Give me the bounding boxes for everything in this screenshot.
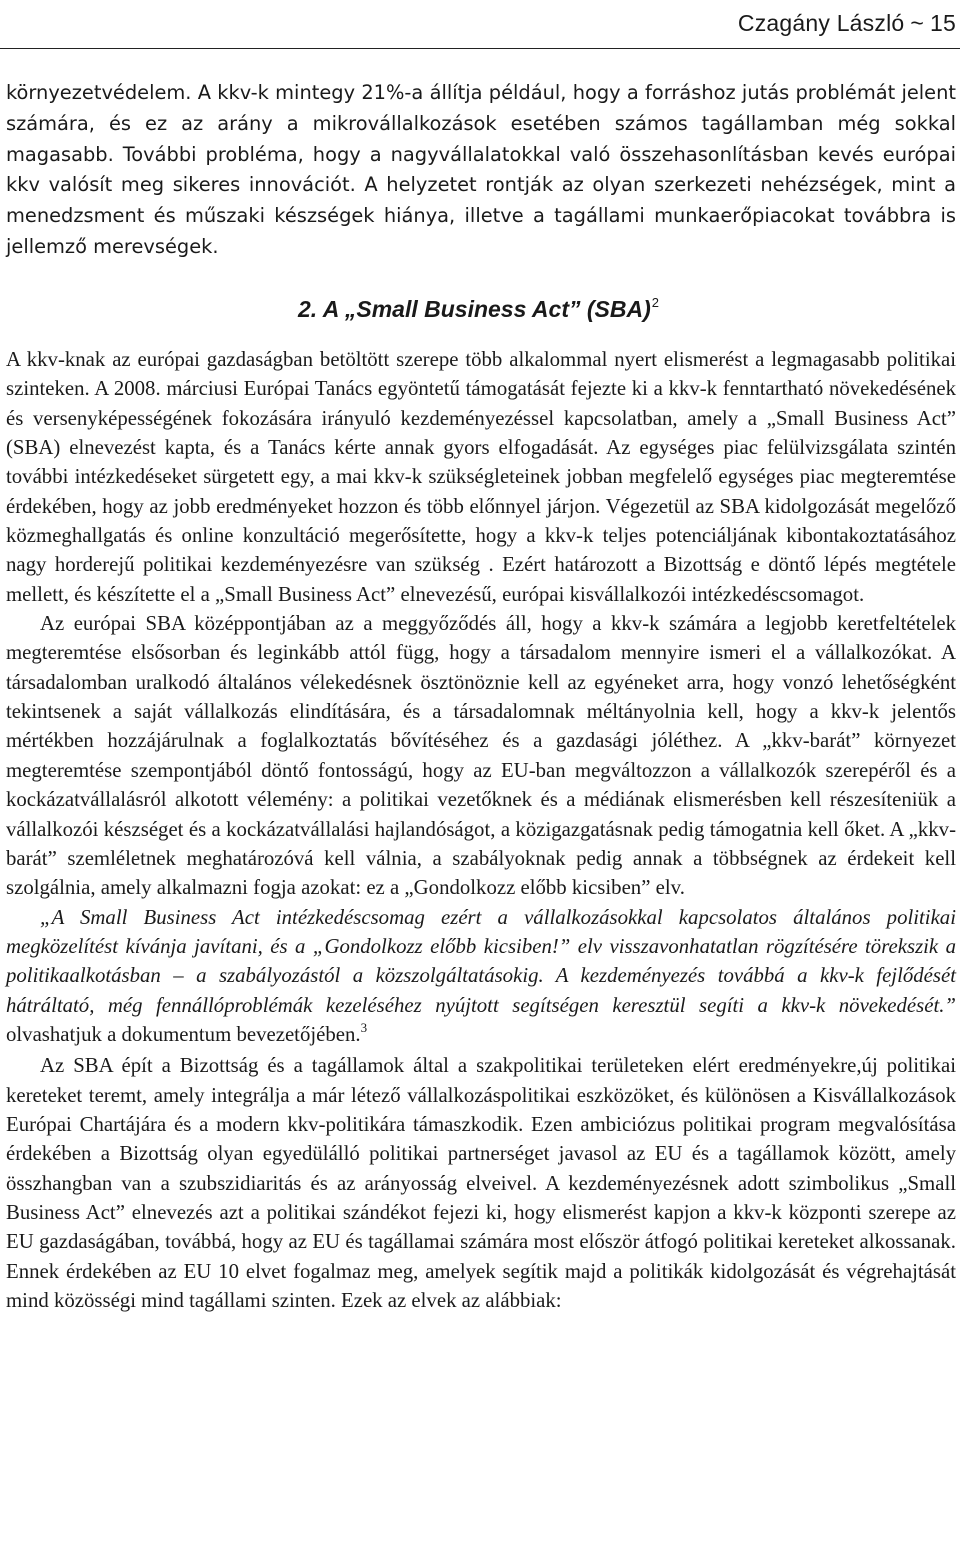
header-separator: ~ [910,10,925,36]
section-footnote-ref: 2 [651,295,659,310]
footnote-ref-3: 3 [360,1019,368,1035]
quote-attribution: olvashatjuk a dokumentum bevezetőjében. [6,1022,361,1046]
header-text [738,10,956,37]
intro-paragraph [6,78,956,263]
section-body [6,345,956,1315]
quotation: „A Small Business Act intézkedéscsomag ezért a vállalkozásokkal kapcsolatos általános politikai megközelítést kívánja javítani, és a „Gondolkozz előbb kicsiben!” elv visszavonhatatlan rögzítésére törekszik a politikaalkotásban – a szabályozástól a közszolgáltatásokig. A kezdeményezés továbbá a kkv-k fejlődését hátráltató, még fennállóproblémák kezeléséhez nyújtott segítségen keresztül segíti a kkv-k növekedését.” [6,905,956,1017]
paragraph-1: A kkv-knak az európai gazdaságban betöltött szerepe több alkalommal nyert elismerést a legmagasabb politikai szinteken. A 2008. márciusi Európai Tanács egyöntetű támogatását fejezte ki a kkv-k fenntartható növekedésének és versenyképességének fokozására irányuló kezdeményezéssel kapcsolatban, amely a „Small Business Act” (SBA) elnevezést kapta, és a Tanács kérte annak gyors elfogadását. Az egységes piac felülvizsgálata szintén további intézkedéseket sürgetett egy, a mai kkv-k szükségleteinek jobban megfelelő egységes piac megteremtése érdekében, hogy az jobb eredményeket hozzon és több előnnyel járjon. Végezetül az SBA kidolgozását megelőző közmeghallgatás és online konzultáció megerősítette, hogy a kkv-k teljes potenciáljának kibontakoztatásához nagy horderejű politikai kezdeményezésre van szükség . Ezért határozott a Bizottság e döntő lépés megtétele mellett, és készítette el a „Small Business Act” elnevezésű, európai kisvállalkozói intézkedéscsomagot. [6,348,956,606]
header-author: Czagány László [737,10,905,36]
section-title: 2. A „Small Business Act” (SBA) [298,296,651,322]
paragraph-3 [6,903,956,1052]
section-heading [298,296,659,323]
paragraph-2: Az európai SBA középpontjában az a meggyőződés áll, hogy a kkv-k számára a legjobb keretfeltételek megteremtése elsősorban és leginkább attól függ, hogy a társadalom mennyire ismeri el a vállalkozókat. A társadalomban uralkodó általános vélekedésnek ösztönöznie kell az egyéneket arra, hogy vonzó lehetőségként tekintsenek a saját vállalkozás elindítására, és a társadalomnak méltányolnia kell, hogy a kkv-k jelentős mértékben hozzájárulnak a foglalkoztatás bővítéséhez és a gazdasági jóléthez. A „kkv-barát” környezet megteremtése szempontjából döntő fontosságú, hogy az EU-ban megváltozzon a vállalkozók szerepéről és a kockázatvállalásról alkotott vélemény: a politikai vezetőknek és a médiának elismerésben kell részesíteniük a vállalkozói készséget és a kockázatvállalási hajlandóságot, a közigazgatásnak pedig támogatnia kell őket. A „kkv-barát” szemléletnek meghatározóvá kell válnia, a szabályoknak pedig annak a többségnek az érdekeit kell szolgálnia, amely alkalmazni fogja azokat: ez a „Gondolkozz előbb kicsiben” elv. [6,612,956,900]
intro-paragraph-text: környezetvédelem. A kkv-k mintegy 21%-a állítja például, hogy a forráshoz jutás problémát jelent számára, és ez az arány a mikrovállalkozások esetében számos tagállamban még sokkal magasabb. További probléma, hogy a nagyvállalatokkal való összehasonlításban kevés európai kkv valósít meg sikeres innovációt. A helyzetet rontják az olyan szerkezeti nehézségek, mint a menedzsment és műszaki készségek hiánya, illetve a tagállami munkaerőpiacokat továbbra is jellemző merevségek. [6,81,956,258]
paragraph-4: Az SBA épít a Bizottság és a tagállamok által a szakpolitikai területeken elért eredményekre,új politikai kereteket teremt, amely integrálja a már létező vállalkozáspolitikai eszközöket, és különösen a Kisvállalkozások Európai Chartájára és a modern kkv-politikára támaszkodik. Ezen ambiciózus politikai program megvalósítása érdekében a Bizottság olyan egyedülálló politikai partnerséget javasol az EU és a tagállamok között, amely összhangban van a szubszidiaritás és az arányosság elveivel. A kezdeményezésnek adott szimbolikus „Small Business Act” elnevezés azt a politikai szándékot fejezi ki, hogy elismerést kapjon a kkv-k központi szerepe az EU gazdaságában, továbbá, hogy az EU és tagállamai számára most először átfogó politikai kereteket alkossanak. Ennek érdekében az EU 10 elvet fogalmaz meg, amelyek segítik majd a politikák kidolgozását és végrehajtását mind közösségi mind tagállami szinten. Ezek az elvek az alábbiak: [6,1054,956,1312]
page-number: 15 [930,10,956,36]
running-header [0,8,960,49]
